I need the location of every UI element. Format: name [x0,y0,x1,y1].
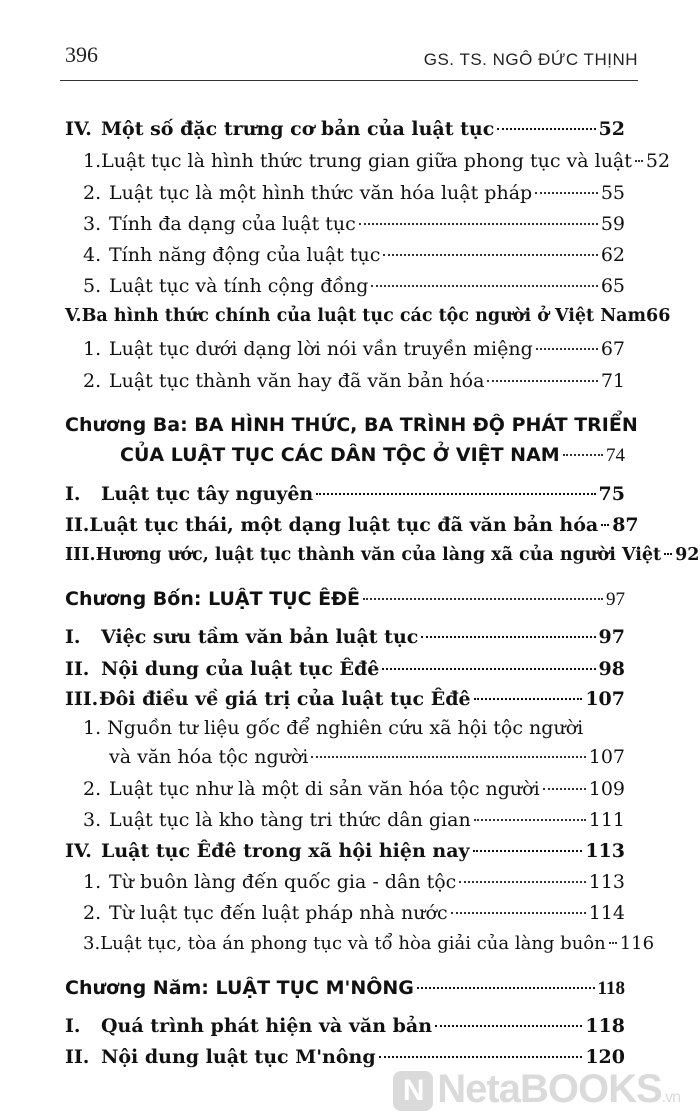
running-head: GS. TS. NGÔ ĐỨC THỊNH [423,50,638,69]
page-header [0,0,700,90]
watermark-badge: N [393,1071,433,1111]
watermark-logo [393,1067,680,1112]
toc-entry[interactable]: 1. Luật tục là hình thức trung gian giữa phong tục và luật 52 [83,150,671,172]
toc-entry[interactable]: 2. Từ luật tục đến luật pháp nhà nước 114 [83,902,625,924]
toc-entry[interactable]: 2. Luật tục như là một di sản văn hóa tộc người 109 [83,778,625,800]
toc-entry[interactable]: II. Luật tục thái, một dạng luật tục đã văn bản hóa 87 [65,514,639,536]
toc-entry[interactable]: V. Ba hình thức chính của luật tục các tộc người ở Việt Nam 66 [65,306,671,326]
toc-entry[interactable]: 3. Luật tục, tòa án phong tục và tổ hòa giải của làng buôn 116 [83,933,655,954]
toc-entry[interactable]: IV. Luật tục Êđê trong xã hội hiện nay 113 [65,840,625,862]
toc-entry[interactable]: 2. Luật tục thành văn hay đã văn bản hóa 71 [83,370,625,392]
chapter-4-heading[interactable]: Chương Bốn: LUẬT TỤC ÊĐÊ 97 [65,588,625,610]
toc-entry-multiline[interactable]: 1. Nguồn tư liệu gốc để nghiên cứu xã hội tộc người [83,717,584,739]
chapter-3-heading-line2[interactable]: CỦA LUẬT TỤC CÁC DÂN TỘC Ở VIỆT NAM 74 [120,444,625,466]
toc-entry[interactable]: 2. Luật tục là một hình thức văn hóa luật pháp 55 [83,182,625,204]
toc-entry[interactable]: IV. Một số đặc trưng cơ bản của luật tục 52 [65,118,625,140]
toc-entry[interactable]: I. Quá trình phát hiện và văn bản 118 [65,1015,625,1037]
toc-entry[interactable]: 1. Từ buôn làng đến quốc gia - dân tộc 113 [83,871,625,893]
page-number: 396 [65,42,98,67]
watermark-suffix: .vn [661,1089,680,1106]
toc-entry[interactable]: 4. Tính năng động của luật tục 62 [83,244,625,266]
toc-entry[interactable]: III. Hương ước, luật tục thành văn của làng xã của người Việt 92 [65,545,700,565]
toc-entry[interactable]: I. Luật tục tây nguyên 75 [65,483,625,505]
toc-entry[interactable]: 3. Luật tục là kho tàng tri thức dân gian 111 [83,809,625,831]
toc-entry[interactable]: II. Nội dung luật tục M'nông 120 [65,1046,625,1068]
toc-entry[interactable]: III. Đôi điều về giá trị của luật tục Êđê 107 [65,688,625,710]
toc-entry[interactable]: II. Nội dung của luật tục Êđê 98 [65,658,625,680]
toc-entry[interactable]: 1. Luật tục dưới dạng lời nói vần truyền miệng 67 [83,338,625,360]
chapter-3-heading[interactable]: Chương Ba: BA HÌNH THỨC, BA TRÌNH ĐỘ PHÁT TRIỂN [65,414,638,436]
toc-entry[interactable]: 3. Tính đa dạng của luật tục 59 [83,213,625,235]
watermark-text: NetaBOOKS [437,1067,662,1111]
toc-entry[interactable]: và văn hóa tộc người 107 [109,746,625,768]
header-rule [60,80,638,81]
toc-entry[interactable]: 5. Luật tục và tính cộng đồng 65 [83,275,625,297]
toc-entry[interactable]: I. Việc sưu tầm văn bản luật tục 97 [65,626,625,648]
chapter-5-heading[interactable]: Chương Năm: LUẬT TỤC M'NÔNG 118 [65,977,625,999]
